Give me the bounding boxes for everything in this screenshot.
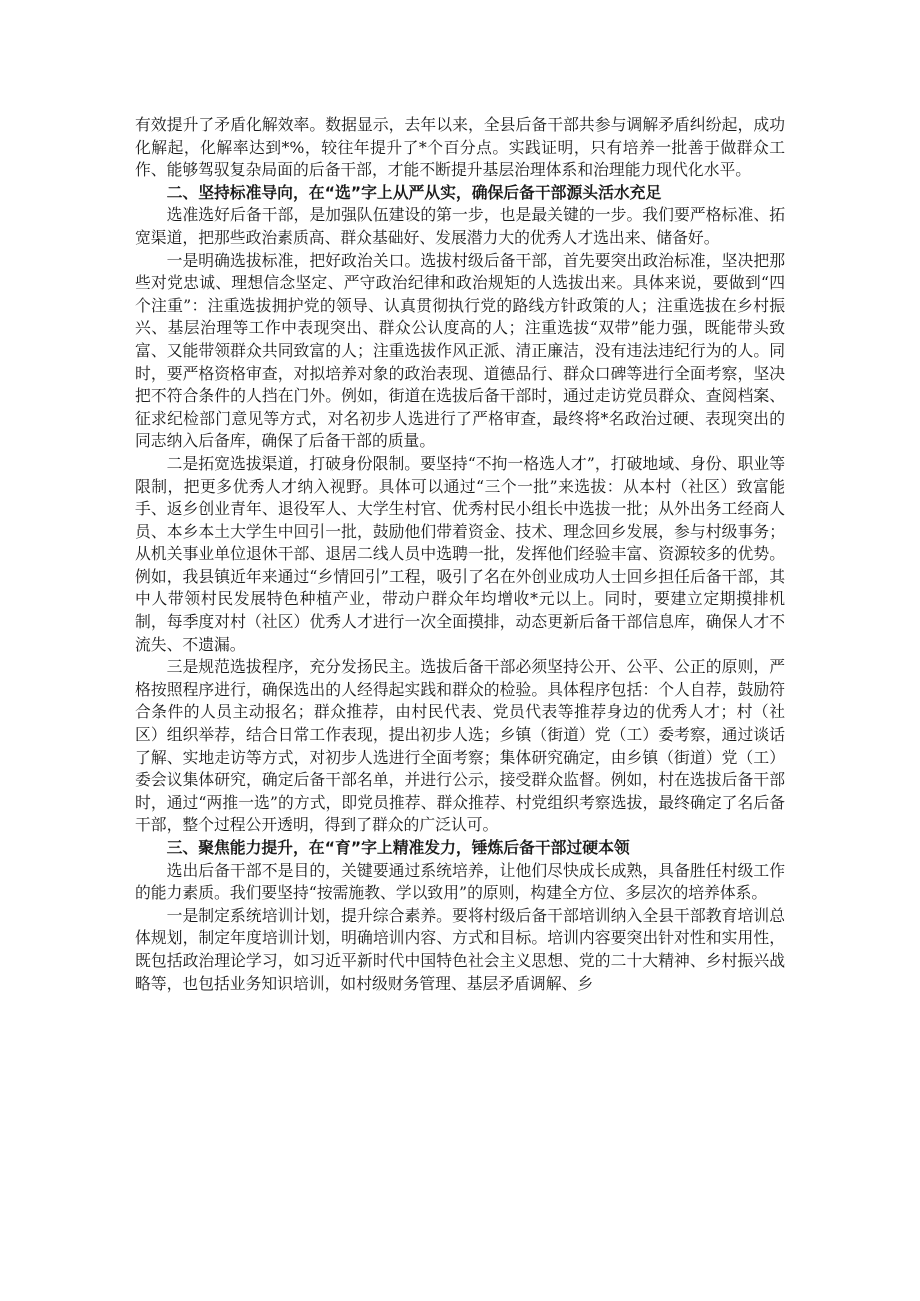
paragraph-selection-standards: 一是明确选拔标准，把好政治关口。选拔村级后备干部，首先要突出政治标准，坚决把那些对党忠诚、理想信念坚定、严守政治纪律和政治规矩的人选拔出来。具体来说，要做到“四个注重”：注重选拔拥护党的领导、认真贯彻执行党的路线方针政策的人；注重选拔在乡村振兴、基层治理等工作中表现突出、群众公认度高的人；注重选拔“双带”能力强，既能带头致富、又能带领群众共同致富的人；注重选拔作风正派、清正廉洁，没有违法违纪行为的人。同时，要严格资格审查，对拟培养对象的政治表现、道德品行、群众口碑等进行全面考察，坚决把不符合条件的人挡在门外。例如，街道在选拔后备干部时，通过走访党员群众、查阅档案、征求纪检部门意见等方式，对名初步人选进行了严格审查，最终将*名政治过硬、表现突出的同志纳入后备库，确保了后备干部的质量。	[135, 250, 785, 451]
paragraph-intro-continuation: 有效提升了矛盾化解效率。数据显示，去年以来，全县后备干部共参与调解矛盾纠纷起，成功化解起，化解率达到*%，较往年提升了*个百分点。实践证明，只有培养一批善于做群众工作、能够驾驭复杂局面的后备干部，才能不断提升基层治理体系和治理能力现代化水平。	[135, 115, 785, 180]
section-heading-3: 三、聚焦能力提升，在“育”字上精准发力，锤炼后备干部过硬本领	[166, 838, 630, 857]
paragraph-training-overview: 选出后备干部不是目的，关键要通过系统培养，让他们尽快成长成熟，具备胜任村级工作的能力素质。我们要坚持“按需施教、学以致用”的原则，构建全方位、多层次的培养体系。	[135, 860, 785, 903]
paragraph-selection-procedure: 三是规范选拔程序，充分发扬民主。选拔后备干部必须坚持公开、公平、公正的原则，严格按照程序进行，确保选出的人经得起实践和群众的检验。具体程序包括：个人自荐，鼓励符合条件的人员主动报名；群众推荐，由村民代表、党员代表等推荐身边的优秀人才；村（社区）组织举荐，结合日常工作表现，提出初步人选；乡镇（街道）党（工）委考察，通过谈话了解、实地走访等方式，对初步人选进行全面考察；集体研究确定，由乡镇（街道）党（工）委会议集体研究，确定后备干部名单，并进行公示，接受群众监督。例如，村在选拔后备干部时，通过“两推一选”的方式，即党员推荐、群众推荐、村党组织考察选拔，最终确定了名后备干部，整个过程公开透明，得到了群众的广泛认可。	[135, 657, 785, 835]
paragraph-selection-channels: 二是拓宽选拔渠道，打破身份限制。要坚持“不拘一格选人才”，打破地域、身份、职业等限制，把更多优秀人才纳入视野。具体可以通过“三个一批”来选拔：从本村（社区）致富能手、返乡创业青年、退役军人、大学生村官、优秀村民小组长中选拔一批；从外出务工经商人员、本乡本土大学生中回引一批，鼓励他们带着资金、技术、理念回乡发展，参与村级事务；从机关事业单位退休干部、退居二线人员中选聘一批，发挥他们经验丰富、资源较多的优势。例如，我县镇近年来通过“乡情回引”工程，吸引了名在外创业成功人士回乡担任后备干部，其中人带领村民发展特色种植产业，带动户群众年均增收*元以上。同时，要建立定期摸排机制，每季度对村（社区）优秀人才进行一次全面摸排，动态更新后备干部信息库，确保人才不流失、不遗漏。	[135, 453, 785, 654]
paragraph-training-plan: 一是制定系统培训计划，提升综合素养。要将村级后备干部培训纳入全县干部教育培训总体规划，制定年度培训计划，明确培训内容、方式和目标。培训内容要突出针对性和实用性，既包括政治理论学习，如习近平新时代中国特色社会主义思想、党的二十大精神、乡村振兴战略等，也包括业务知识培训，如村级财务管理、基层矛盾调解、乡	[135, 905, 785, 993]
section-heading-2: 二、坚持标准导向，在“选”字上从严从实，确保后备干部源头活水充足	[166, 182, 662, 202]
document-page	[135, 114, 785, 995]
paragraph-selection-overview: 选准选好后备干部，是加强队伍建设的第一步，也是最关键的一步。我们要严格标准、拓宽渠道，把那些政治素质高、群众基础好、发展潜力大的优秀人才选出来、储备好。	[135, 205, 785, 247]
